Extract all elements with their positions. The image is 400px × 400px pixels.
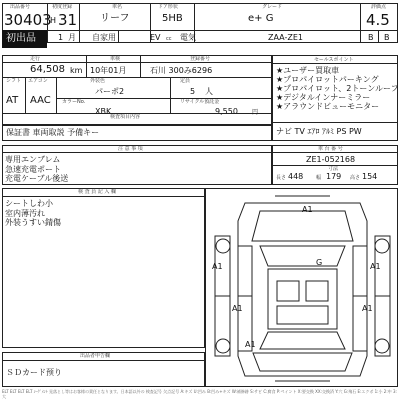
- score: 4.5: [366, 11, 390, 29]
- grade: e+ G: [248, 13, 274, 24]
- model: リーフ: [100, 13, 130, 24]
- note-item: 専用エンブレム: [5, 155, 61, 164]
- ext-color: パーポ2: [95, 87, 125, 96]
- cc-unit: cc: [166, 36, 172, 42]
- chassis-number: ZE1-052168: [306, 155, 356, 164]
- car-damage-diagram: [205, 191, 400, 386]
- recycle: 9,550: [215, 107, 238, 116]
- color-no-label: カラーNo.: [62, 99, 86, 105]
- type: ZAA-ZE1: [268, 33, 303, 42]
- exterior-score: B: [384, 33, 390, 42]
- ac-label: エアコン: [28, 78, 48, 84]
- notes-label: 注 意 事 項: [118, 146, 143, 152]
- doors-label: ドア形状: [158, 4, 178, 10]
- sales-point-item: ★プロパイロットパーキング: [276, 75, 379, 84]
- usage: 自家用: [92, 33, 116, 42]
- sales-point-item: ★デジタルインナーミラー: [276, 93, 371, 102]
- mileage: 64,508: [30, 64, 65, 75]
- damage-mark: A1: [362, 304, 373, 313]
- note-item: 急速充電ポート: [5, 164, 61, 174]
- height: 154: [362, 172, 378, 181]
- interior-score: B: [368, 33, 374, 42]
- chassis-label: 車 台 番 号: [318, 146, 343, 152]
- displacement: EV: [150, 33, 161, 42]
- damage-mark: A1: [232, 304, 243, 313]
- footer-legend: ELT ELT ELT ELT ｼｰｸﾞﾒﾝﾄ 見落とし等はお客様の責任となります。日本語以外の 検査記号 欠点記号 A:キズ U:凹み B:凹み+キズ W:補修跡 S:サビ C:腐食 P:ペイント X:要交換 XX:交換済 Y:穴 G:飛石 E:エクボ 1:小 2:中 3:大: [2, 389, 397, 399]
- color-no: XBK: [95, 107, 112, 116]
- grade-label: グレード: [262, 4, 283, 10]
- inspection-list: [5, 199, 61, 228]
- height-label: 高さ: [350, 175, 361, 181]
- plate: 石川 300み6296: [150, 66, 213, 75]
- lot-number-label: 出品番号: [10, 4, 31, 10]
- capacity-label: 定員: [180, 78, 191, 84]
- remarks-label: 出品者申告欄: [80, 353, 111, 359]
- sales-points-list: [276, 66, 398, 111]
- width: 179: [326, 172, 342, 181]
- sales-point-item: ★プロパイロット、2トーンルーフ: [276, 84, 399, 93]
- history-label: 検査項目内容: [110, 114, 141, 120]
- year: 31: [58, 11, 78, 29]
- inspection-label: 車検: [110, 56, 121, 62]
- inspection-item: 外装うすい錆傷: [5, 218, 61, 227]
- length: 448: [288, 172, 304, 181]
- inspection-label: 検 査 員 記 入 欄: [78, 189, 116, 195]
- length-label: 長さ: [276, 175, 287, 181]
- model-label: 車名: [112, 4, 123, 10]
- plate-label: 登録番号: [190, 56, 211, 62]
- history: 保証書 車両取説 予備キー: [6, 128, 100, 137]
- damage-mark: A1: [302, 205, 313, 214]
- recycle-label: リサイクル預託金: [180, 99, 220, 105]
- equipment: ナビ TV ｴｱﾛ ｱﾙﾐ PS PW: [276, 127, 362, 136]
- sales-point-item: ★ユーザー買取車: [276, 66, 340, 75]
- dims-label: 寸法: [328, 166, 339, 172]
- month: 1: [58, 33, 64, 42]
- mileage-label: 走行: [30, 56, 41, 62]
- month-unit: 月: [68, 33, 76, 42]
- inspection-item: 室内薄汚れ: [5, 208, 45, 218]
- ac: AAC: [30, 95, 51, 106]
- inspection-item: シートしわ小: [5, 199, 53, 208]
- transmission-label: シフト: [6, 78, 22, 84]
- km-unit: km: [70, 66, 83, 75]
- width-label: 幅: [316, 175, 322, 181]
- damage-mark: G: [316, 258, 323, 267]
- era: H: [50, 16, 57, 25]
- inspection-date: 10年01月: [90, 66, 127, 75]
- lot-number: 30403: [4, 11, 52, 29]
- remarks-text: ＳＤカード预り: [6, 368, 62, 377]
- sales-point-item: ★アラウンドビューモニター: [276, 102, 380, 111]
- doors: 5HB: [162, 13, 183, 24]
- damage-mark: A1: [370, 262, 381, 271]
- year-label: 初度登録: [52, 4, 73, 10]
- first-listing-text: 初出品: [6, 33, 36, 44]
- recycle-unit: 円: [252, 109, 259, 116]
- damage-mark: A1: [245, 340, 256, 349]
- notes-list: [5, 155, 68, 184]
- damage-mark: A1: [212, 262, 223, 271]
- capacity: 5: [190, 87, 196, 96]
- sales-points-label: セールスポイント: [314, 57, 354, 63]
- fuel: 電気: [180, 33, 196, 42]
- ext-color-label: 外装色: [90, 78, 106, 84]
- capacity-unit: 人: [205, 87, 213, 96]
- transmission: AT: [6, 95, 19, 106]
- note-item: 充電ケーブル後送: [5, 174, 69, 183]
- score-label: 評価点: [371, 4, 387, 10]
